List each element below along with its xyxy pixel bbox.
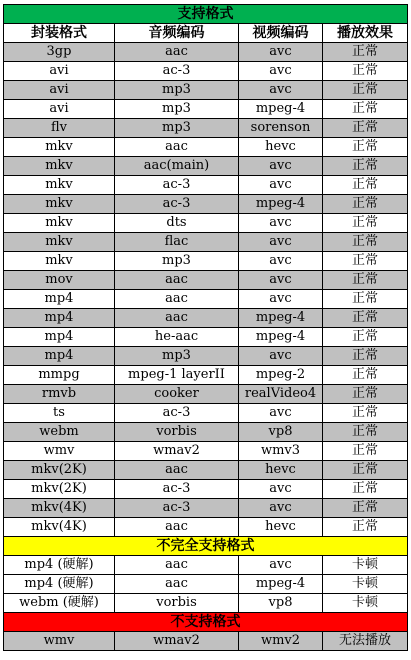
video-codec-cell: avc	[239, 157, 323, 176]
playback-result-cell: 正常	[323, 480, 408, 499]
table-row	[4, 81, 408, 100]
playback-result-cell: 无法播放	[323, 632, 408, 651]
container-cell: mkv	[4, 195, 115, 214]
video-codec-cell: hevc	[239, 138, 323, 157]
audio-codec-cell: aac	[115, 461, 239, 480]
container-cell: avi	[4, 100, 115, 119]
table-row	[4, 195, 408, 214]
playback-result-cell: 正常	[323, 442, 408, 461]
container-cell: rmvb	[4, 385, 115, 404]
container-cell: mkv	[4, 214, 115, 233]
audio-codec-cell: mp3	[115, 119, 239, 138]
video-codec-cell: mpeg-4	[239, 309, 323, 328]
audio-codec-cell: mp3	[115, 347, 239, 366]
container-cell: mp4	[4, 328, 115, 347]
container-cell: mkv	[4, 176, 115, 195]
video-codec-cell: vp8	[239, 594, 323, 613]
table-row	[4, 233, 408, 252]
container-cell: wmv	[4, 442, 115, 461]
container-cell: mp4 (硬解)	[4, 556, 115, 575]
video-codec-cell: vp8	[239, 423, 323, 442]
container-cell: mkv	[4, 157, 115, 176]
video-codec-cell: avc	[239, 499, 323, 518]
table-row	[4, 290, 408, 309]
audio-codec-cell: mp3	[115, 100, 239, 119]
table-row	[4, 518, 408, 537]
video-codec-cell: realVideo4	[239, 385, 323, 404]
column-header-container: 封装格式	[4, 24, 115, 43]
audio-codec-cell: mp3	[115, 81, 239, 100]
container-cell: mp4	[4, 290, 115, 309]
table-row	[4, 138, 408, 157]
container-cell: avi	[4, 81, 115, 100]
video-codec-cell: mpeg-4	[239, 100, 323, 119]
table-row	[4, 480, 408, 499]
video-codec-cell: mpeg-4	[239, 328, 323, 347]
table-row	[4, 423, 408, 442]
audio-codec-cell: aac	[115, 556, 239, 575]
playback-result-cell: 正常	[323, 499, 408, 518]
container-cell: ts	[4, 404, 115, 423]
table-row	[4, 214, 408, 233]
video-codec-cell: mpeg-4	[239, 195, 323, 214]
playback-result-cell: 正常	[323, 328, 408, 347]
playback-result-cell: 正常	[323, 176, 408, 195]
video-codec-cell: avc	[239, 81, 323, 100]
container-cell: webm (硬解)	[4, 594, 115, 613]
container-cell: webm	[4, 423, 115, 442]
video-codec-cell: avc	[239, 271, 323, 290]
audio-codec-cell: wmav2	[115, 442, 239, 461]
video-codec-cell: avc	[239, 480, 323, 499]
container-cell: mkv(2K)	[4, 461, 115, 480]
playback-result-cell: 正常	[323, 62, 408, 81]
video-codec-cell: avc	[239, 290, 323, 309]
video-codec-cell: avc	[239, 347, 323, 366]
audio-codec-cell: cooker	[115, 385, 239, 404]
table-row	[4, 632, 408, 651]
video-codec-cell: mpeg-4	[239, 575, 323, 594]
table-row	[4, 119, 408, 138]
table-row	[4, 309, 408, 328]
audio-codec-cell: aac	[115, 271, 239, 290]
video-codec-cell: wmv2	[239, 632, 323, 651]
column-header-video: 视频编码	[239, 24, 323, 43]
playback-result-cell: 正常	[323, 138, 408, 157]
container-cell: mov	[4, 271, 115, 290]
playback-result-cell: 正常	[323, 423, 408, 442]
container-cell: mp4	[4, 309, 115, 328]
video-codec-cell: avc	[239, 252, 323, 271]
table-row	[4, 328, 408, 347]
video-codec-cell: avc	[239, 176, 323, 195]
video-codec-cell: avc	[239, 556, 323, 575]
playback-result-cell: 卡顿	[323, 556, 408, 575]
audio-codec-cell: mp3	[115, 252, 239, 271]
column-header-result: 播放效果	[323, 24, 408, 43]
audio-codec-cell: aac	[115, 309, 239, 328]
playback-result-cell: 卡顿	[323, 575, 408, 594]
playback-result-cell: 正常	[323, 195, 408, 214]
audio-codec-cell: vorbis	[115, 423, 239, 442]
video-codec-cell: avc	[239, 404, 323, 423]
video-codec-cell: avc	[239, 62, 323, 81]
column-header-audio: 音频编码	[115, 24, 239, 43]
playback-result-cell: 正常	[323, 366, 408, 385]
table-row	[4, 575, 408, 594]
audio-codec-cell: ac-3	[115, 404, 239, 423]
table-row	[4, 271, 408, 290]
table-row	[4, 176, 408, 195]
container-cell: mkv	[4, 252, 115, 271]
section-header-partial	[4, 537, 408, 556]
table-row	[4, 594, 408, 613]
codec-support-table	[3, 4, 408, 651]
container-cell: flv	[4, 119, 115, 138]
audio-codec-cell: ac-3	[115, 195, 239, 214]
table-row	[4, 347, 408, 366]
playback-result-cell: 正常	[323, 214, 408, 233]
playback-result-cell: 正常	[323, 43, 408, 62]
playback-result-cell: 正常	[323, 100, 408, 119]
audio-codec-cell: ac-3	[115, 499, 239, 518]
container-cell: avi	[4, 62, 115, 81]
section-header-unsupported	[4, 613, 408, 632]
audio-codec-cell: he-aac	[115, 328, 239, 347]
audio-codec-cell: wmav2	[115, 632, 239, 651]
audio-codec-cell: aac	[115, 138, 239, 157]
table-body	[4, 5, 408, 651]
table-row	[4, 43, 408, 62]
playback-result-cell: 正常	[323, 404, 408, 423]
video-codec-cell: avc	[239, 43, 323, 62]
playback-result-cell: 正常	[323, 271, 408, 290]
table-row	[4, 442, 408, 461]
audio-codec-cell: aac	[115, 575, 239, 594]
container-cell: mkv(2K)	[4, 480, 115, 499]
video-codec-cell: avc	[239, 214, 323, 233]
video-codec-cell: wmv3	[239, 442, 323, 461]
playback-result-cell: 正常	[323, 385, 408, 404]
container-cell: mkv	[4, 233, 115, 252]
audio-codec-cell: dts	[115, 214, 239, 233]
video-codec-cell: hevc	[239, 461, 323, 480]
audio-codec-cell: aac(main)	[115, 157, 239, 176]
section-title-partial: 不完全支持格式	[4, 537, 408, 556]
container-cell: mp4 (硬解)	[4, 575, 115, 594]
audio-codec-cell: ac-3	[115, 480, 239, 499]
playback-result-cell: 正常	[323, 233, 408, 252]
playback-result-cell: 正常	[323, 119, 408, 138]
video-codec-cell: avc	[239, 233, 323, 252]
container-cell: mmpg	[4, 366, 115, 385]
playback-result-cell: 正常	[323, 81, 408, 100]
container-cell: wmv	[4, 632, 115, 651]
table-row	[4, 461, 408, 480]
playback-result-cell: 正常	[323, 252, 408, 271]
playback-result-cell: 正常	[323, 157, 408, 176]
audio-codec-cell: vorbis	[115, 594, 239, 613]
container-cell: mkv(4K)	[4, 518, 115, 537]
audio-codec-cell: mpeg-1 layerII	[115, 366, 239, 385]
table-row	[4, 100, 408, 119]
table-row	[4, 62, 408, 81]
section-title-supported: 支持格式	[4, 5, 408, 24]
container-cell: 3gp	[4, 43, 115, 62]
table-row	[4, 556, 408, 575]
container-cell: mp4	[4, 347, 115, 366]
audio-codec-cell: ac-3	[115, 176, 239, 195]
container-cell: mkv(4K)	[4, 499, 115, 518]
table-row	[4, 385, 408, 404]
audio-codec-cell: flac	[115, 233, 239, 252]
section-header-supported	[4, 5, 408, 24]
section-title-unsupported: 不支持格式	[4, 613, 408, 632]
playback-result-cell: 正常	[323, 309, 408, 328]
video-codec-cell: mpeg-2	[239, 366, 323, 385]
container-cell: mkv	[4, 138, 115, 157]
table-row	[4, 252, 408, 271]
audio-codec-cell: ac-3	[115, 62, 239, 81]
video-codec-cell: sorenson	[239, 119, 323, 138]
playback-result-cell: 卡顿	[323, 594, 408, 613]
table-row	[4, 499, 408, 518]
audio-codec-cell: aac	[115, 518, 239, 537]
playback-result-cell: 正常	[323, 518, 408, 537]
table-row	[4, 404, 408, 423]
playback-result-cell: 正常	[323, 290, 408, 309]
playback-result-cell: 正常	[323, 461, 408, 480]
audio-codec-cell: aac	[115, 43, 239, 62]
column-header-row	[4, 24, 408, 43]
audio-codec-cell: aac	[115, 290, 239, 309]
playback-result-cell: 正常	[323, 347, 408, 366]
video-codec-cell: hevc	[239, 518, 323, 537]
table-row	[4, 157, 408, 176]
table-row	[4, 366, 408, 385]
